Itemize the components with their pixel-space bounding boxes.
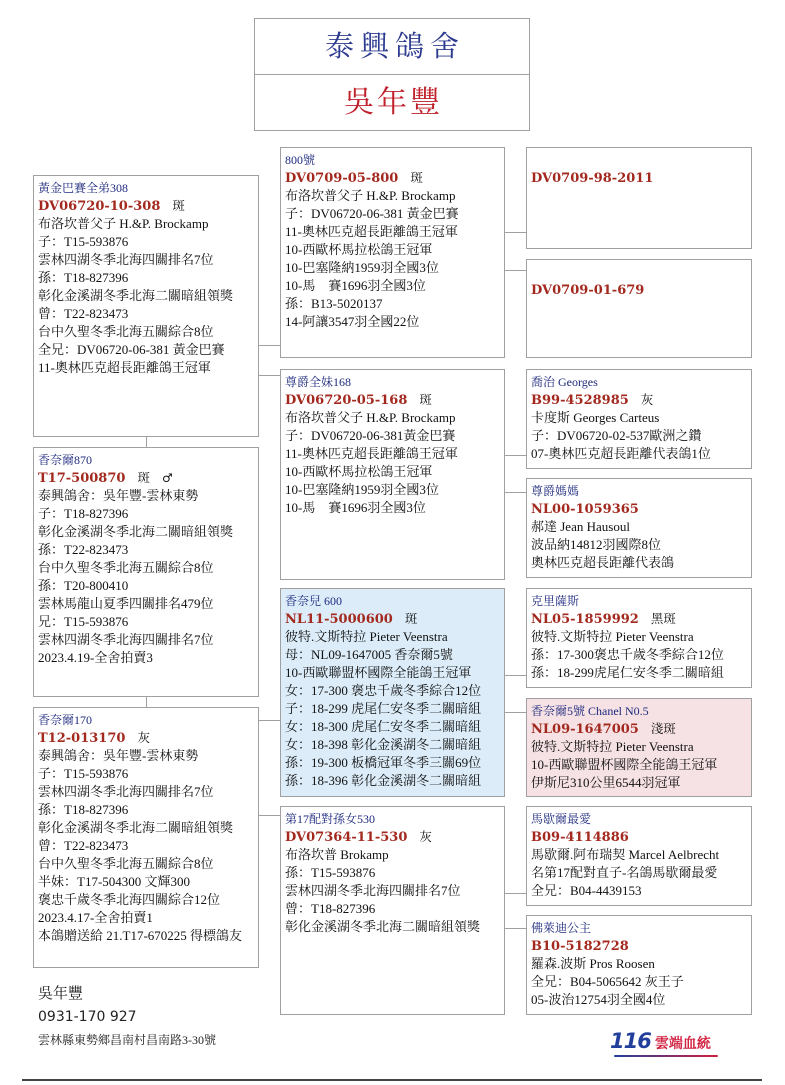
footer-owner-name: 吳年豐 (38, 984, 84, 1002)
record-line: 孫：T15-593876 (285, 865, 376, 880)
record-line: 兄：T15-593876 (38, 614, 129, 629)
ring-number: NL09-1647005 (531, 722, 639, 737)
pedigree-box-subject (33, 447, 259, 697)
record-line: 雲林四湖冬季北海四關排名7位 (38, 632, 214, 647)
record-line: 雲林四湖冬季北海四關排名7位 (285, 883, 461, 898)
record-line: 褒忠千歲冬季北海四關綜合12位 (38, 892, 221, 907)
ring-number: DV07364-11-530 (285, 830, 408, 845)
bird-name: 尊爵媽媽 (531, 484, 580, 498)
pedigree-box-sire-dam-sire (526, 369, 752, 469)
record-line: 孫：T22-823473 (38, 542, 129, 557)
ring-row (531, 720, 747, 738)
record-line: 10-巴塞隆納1959羽全國3位 (285, 260, 439, 275)
ring-number: B09-4114886 (531, 830, 629, 845)
logo-swoosh-icon (614, 1055, 718, 1057)
pedigree-box-sire-sire-sire (526, 147, 752, 249)
ring-number: B99-4528985 (531, 393, 629, 408)
record-line: 子：T18-827396 (38, 506, 129, 521)
record-line: 11-奧林匹克超長距離鴿王冠軍 (285, 224, 458, 239)
pedigree-box-dam (33, 707, 259, 968)
record-line: 彼特.文斯特拉 Pieter Veenstra (285, 629, 448, 644)
ring-number: DV06720-05-168 (285, 393, 408, 408)
ring-row (531, 937, 747, 955)
feather-color: 斑 (410, 171, 423, 185)
record-line: 子：18-299 虎尾仁安冬季二關暗組 (285, 701, 482, 716)
ring-row (285, 610, 500, 628)
record-line: 全兄：DV06720-06-381 黃金巴賽 (38, 342, 225, 357)
record-line: 羅森.波斯 Pros Roosen (531, 956, 655, 971)
bird-name: 尊爵全妹168 (285, 375, 352, 389)
logo-text: 雲端血統 (654, 1036, 711, 1052)
record-line: 10-巴塞隆納1959羽全國3位 (285, 482, 439, 497)
ring-row (531, 391, 747, 409)
ring-row (285, 391, 500, 409)
feather-color: 黑斑 (650, 612, 676, 626)
record-line: 布洛坎普 Brokamp (285, 847, 389, 862)
bottom-divider (22, 1079, 762, 1081)
record-line: 彰化金溪湖冬季北海二關暗組領獎 (285, 919, 481, 934)
record-line: 2023.4.17-全舍拍賣1 (38, 910, 153, 925)
record-line: 14-阿讓3547羽全國22位 (285, 314, 420, 329)
bird-name: 香奈爾870 (38, 453, 93, 467)
record-line: 彼特.文斯特拉 Pieter Veenstra (531, 739, 694, 754)
record-line: 曾：T18-827396 (285, 901, 376, 916)
ring-number: NL11-5000600 (285, 612, 393, 627)
pedigree-box-dam-sire (280, 588, 505, 797)
record-line: 彼特.文斯特拉 Pieter Veenstra (531, 629, 694, 644)
ring-number: NL00-1059365 (531, 502, 639, 517)
bird-name: 黃金巴賽全弟308 (38, 181, 129, 195)
record-line: 女：18-398 彰化金溪湖冬二關暗組 (285, 737, 482, 752)
record-line: 馬歇爾.阿布瑞契 Marcel Aelbrecht (531, 847, 720, 862)
record-line: 孫：18-299虎尾仁安冬季二關暗組 (531, 665, 724, 680)
record-line: 10-西歐杯馬拉松鴿王冠軍 (285, 242, 433, 257)
ring-row (285, 169, 500, 187)
ring-number: DV0709-98-2011 (531, 171, 654, 186)
record-line: 07-奧林匹克超長距離代表鴿1位 (531, 446, 711, 461)
bird-name: 馬歇爾最愛 (531, 812, 592, 826)
record-line: 伊斯尼310公里6544羽冠軍 (531, 775, 681, 790)
record-line: 女：17-300 褒忠千歲冬季綜合12位 (285, 683, 482, 698)
record-line: 子：T15-593876 (38, 234, 129, 249)
feather-color: 斑 (404, 612, 418, 626)
record-line: 全兄：B04-5065642 灰王子 (531, 974, 684, 989)
ring-number: T17-500870 (38, 471, 126, 486)
record-line: 曾：T22-823473 (38, 838, 129, 853)
record-line: 10-西歐聯盟杯國際全能鴿王冠軍 (285, 665, 472, 680)
record-line: 名第17配對直子-名鴿馬歇爾最愛 (531, 865, 718, 880)
ring-row (531, 281, 747, 299)
pedigree-box-sire-sire (280, 147, 505, 358)
record-line: 雲林馬龍山夏季四關排名479位 (38, 596, 214, 611)
pedigree-box-sire (33, 175, 259, 437)
loft-name: 泰興鴿舍 (255, 19, 529, 75)
record-line: 10-馬 賽1696羽全國3位 (285, 500, 426, 515)
ring-number: B10-5182728 (531, 939, 629, 954)
ring-row (531, 610, 747, 628)
pedigree-box-dam-dam (280, 806, 505, 1015)
record-line: 台中久聖冬季北海五關綜合8位 (38, 324, 214, 339)
record-line: 孫：B13-5020137 (285, 296, 383, 311)
male-sex-icon: ♂ (161, 471, 173, 485)
record-line: 郝達 Jean Hausoul (531, 519, 630, 534)
record-line: 彰化金溪湖冬季北海二關暗組領獎 (38, 820, 234, 835)
name-spacer (531, 263, 747, 281)
bird-name: 喬治 Georges (531, 375, 598, 389)
pedigree-box-dam-sire-sire (526, 588, 752, 688)
bird-name: 佛萊迪公主 (531, 921, 592, 935)
record-line: 雲林四湖冬季北海四關排名7位 (38, 784, 214, 799)
record-line: 泰興鴿舍：吳年豐-雲林東勢 (38, 748, 199, 763)
record-line: 本鴿贈送給 21.T17-670225 得標鴿友 (38, 928, 243, 943)
record-line: 孫：T18-827396 (38, 802, 129, 817)
record-line: 布洛坎普父子 H.&P. Brockamp (285, 188, 456, 203)
record-line: 全兄：B04-4439153 (531, 883, 642, 898)
record-line: 布洛坎普父子 H.&P. Brockamp (285, 410, 456, 425)
record-line: 11-奧林匹克超長距離鴿王冠軍 (38, 360, 211, 375)
ring-number: NL05-1859992 (531, 612, 639, 627)
feather-color: 灰 (137, 731, 150, 745)
feather-color: 斑 (137, 471, 150, 485)
record-line: 子：T15-593876 (38, 766, 129, 781)
feather-color: 淺斑 (650, 722, 676, 736)
bird-name: 香奈爾170 (38, 713, 93, 727)
footer-address: 雲林縣東勢鄉昌南村昌南路3-30號 (38, 1033, 216, 1047)
pedigree-box-sire-dam (280, 369, 505, 580)
ring-row (531, 500, 747, 518)
record-line: 彰化金溪湖冬季北海二關暗組領獎 (38, 524, 234, 539)
ring-number: DV0709-05-800 (285, 171, 399, 186)
record-line: 女：18-300 虎尾仁安冬季二關暗組 (285, 719, 482, 734)
record-line: 孫：T20-800410 (38, 578, 129, 593)
cloud-pedigree-logo (610, 1029, 722, 1059)
record-line: 布洛坎普父子 H.&P. Brockamp (38, 216, 209, 231)
record-line: 彰化金溪湖冬季北海二關暗組領獎 (38, 288, 234, 303)
name-spacer (531, 151, 747, 169)
bird-name: 香奈爾5號 Chanel N0.5 (531, 704, 649, 718)
record-line: 母：NL09-1647005 香奈爾5號 (285, 647, 453, 662)
record-line: 曾：T22-823473 (38, 306, 129, 321)
record-line: 孫：17-300褒忠千歲冬季綜合12位 (531, 647, 724, 662)
record-line: 10-馬 賽1696羽全國3位 (285, 278, 426, 293)
feather-color: 灰 (419, 830, 432, 844)
feather-color: 灰 (640, 393, 654, 407)
bird-name: 香奈兒 600 (285, 594, 343, 608)
record-line: 奧林匹克超長距離代表鴿 (531, 555, 675, 570)
pedigree-box-dam-sire-dam (526, 698, 752, 797)
record-line: 05-波治12754羽全國4位 (531, 992, 666, 1007)
pedigree-box-sire-dam-dam (526, 478, 752, 578)
ring-row (531, 169, 747, 187)
record-line: 台中久聖冬季北海五關綜合8位 (38, 856, 214, 871)
record-line: 孫：T18-827396 (38, 270, 129, 285)
ring-row (38, 469, 254, 487)
feather-color: 斑 (172, 199, 185, 213)
pedigree-box-dam-dam-dam (526, 915, 752, 1015)
title-box (254, 18, 530, 131)
record-line: 子：DV06720-06-381黃金巴賽 (285, 428, 456, 443)
bird-name: 第17配對孫女530 (285, 812, 376, 826)
ring-number: DV0709-01-679 (531, 283, 645, 298)
record-line: 子：DV06720-02-537歐洲之鑽 (531, 428, 702, 443)
record-line: 10-西歐杯馬拉松鴿王冠軍 (285, 464, 433, 479)
record-line: 11-奧林匹克超長距離鴿王冠軍 (285, 446, 458, 461)
record-line: 卡度斯 Georges Carteus (531, 410, 660, 425)
ring-row (285, 828, 500, 846)
record-line: 雲林四湖冬季北海四關排名7位 (38, 252, 214, 267)
ring-row (38, 729, 254, 747)
ring-number: T12-013170 (38, 731, 126, 746)
ring-number: DV06720-10-308 (38, 199, 161, 214)
pedigree-box-dam-dam-sire (526, 806, 752, 906)
record-line: 波品納14812羽國際8位 (531, 537, 662, 552)
bird-name: 800號 (285, 153, 316, 167)
record-line: 孫：18-396 彰化金溪湖冬二關暗組 (285, 773, 482, 788)
bird-name: 克里薩斯 (531, 594, 580, 608)
logo-number: 116 (610, 1029, 651, 1053)
record-line: 2023.4.19-全舍拍賣3 (38, 650, 153, 665)
ring-row (38, 197, 254, 215)
pedigree-box-sire-sire-dam (526, 259, 752, 358)
footer-phone: 0931-170 927 (38, 1009, 137, 1025)
record-line: 子：DV06720-06-381 黃金巴賽 (285, 206, 459, 221)
record-line: 泰興鴿舍：吳年豐-雲林東勢 (38, 488, 199, 503)
record-line: 台中久聖冬季北海五關綜合8位 (38, 560, 214, 575)
record-line: 10-西歐聯盟杯國際全能鴿王冠軍 (531, 757, 718, 772)
ring-row (531, 828, 747, 846)
record-line: 孫：19-300 板橋冠軍冬季三關69位 (285, 755, 482, 770)
owner-name: 吳年豐 (344, 85, 443, 120)
feather-color: 斑 (419, 393, 432, 407)
record-line: 半妹：T17-504300 文輝300 (38, 874, 191, 889)
